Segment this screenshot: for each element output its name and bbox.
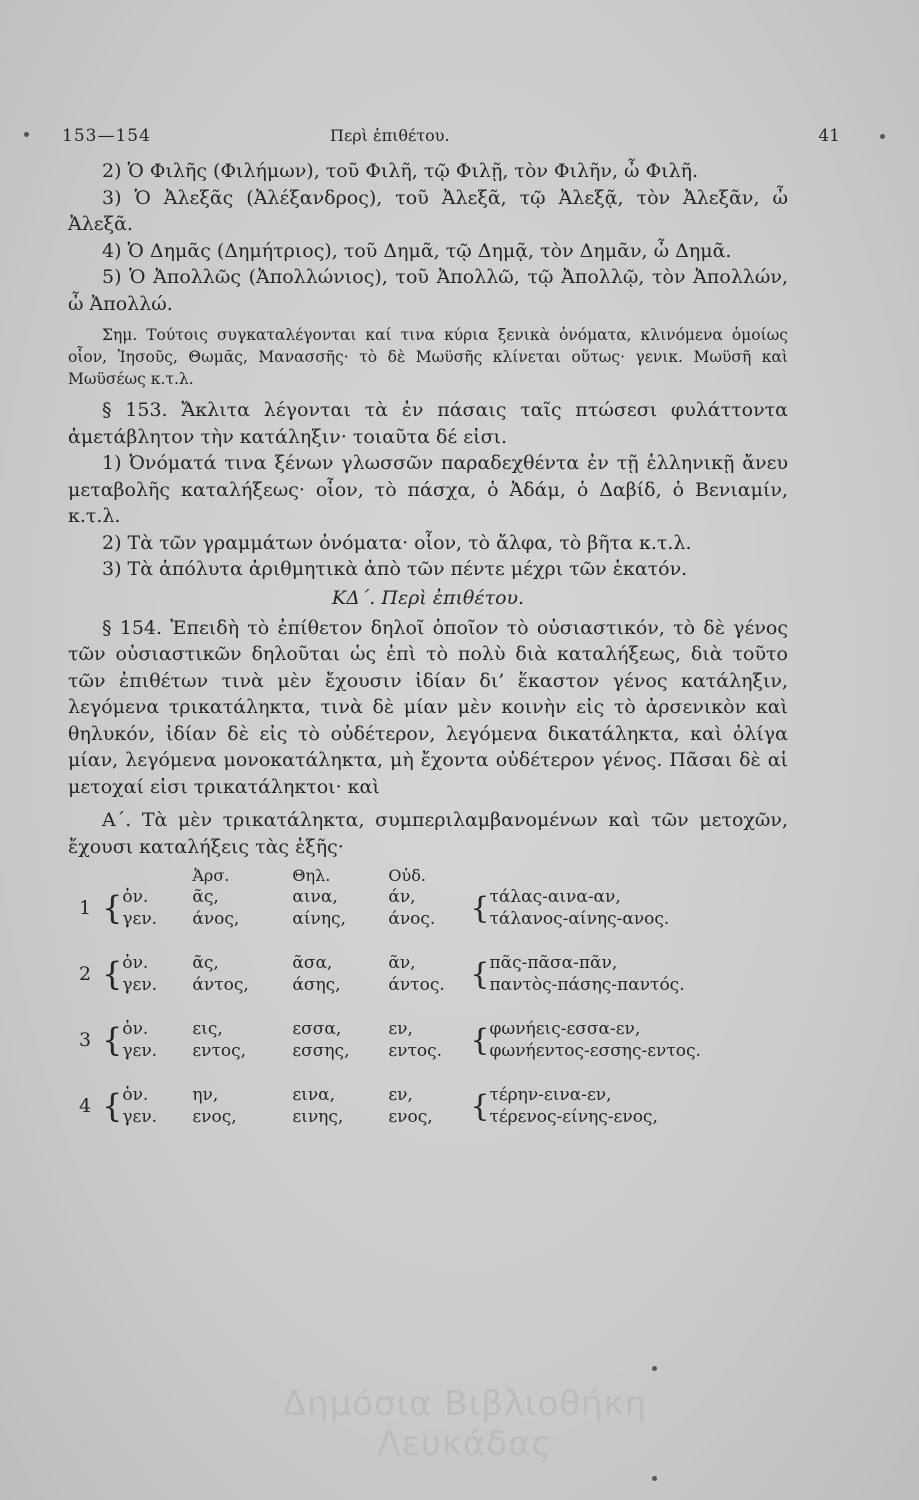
example-form: φωνήεντος-εσσης-εντος. xyxy=(489,1041,701,1061)
table-cell: ὀν. xyxy=(122,1085,149,1105)
table-cell: εσσης, xyxy=(292,1041,350,1061)
brace: { xyxy=(102,889,123,927)
page-content xyxy=(62,118,840,1128)
table-cell: αίνης, xyxy=(292,909,346,929)
table-cell: εν, xyxy=(388,1019,413,1039)
table-cell: ὀν. xyxy=(122,1019,149,1039)
section-153-item-2: 2) Τὰ τῶν γραμμάτων ὀνόματα· οἷον, τὸ ἄλφα, τὸ βῆτα κ.τ.λ. xyxy=(102,531,692,554)
table-cell: ᾶς, xyxy=(192,953,219,973)
col-head-neut: Οὐδ. xyxy=(388,865,426,885)
table-cell: ᾶν, xyxy=(388,953,416,973)
table-cell: εινα, xyxy=(292,1085,336,1105)
section-153-item-1: 1) Ὀνόματά τινα ξένων γλωσσῶν παραδεχθέντα ἐν τῇ ἑλληνικῇ ἄνευ μεταβολῆς καταλήξεως· οἷον, τὸ πάσχα, ὁ Ἀδάμ, ὁ Δαβίδ, ὁ Βενιαμίν, κ.τ.λ. xyxy=(68,452,788,527)
table-cell: άσης, xyxy=(292,975,341,995)
section-154: § 154. Ἐπειδὴ τὸ ἐπίθετον δηλοῖ ὁποῖον τὸ οὐσιαστικόν, τὸ δὲ γένος τῶν οὐσιαστικῶν δηλοῦται ὡς ἐπὶ τὸ πολὺ διὰ καταλήξεως, διὰ τοῦτο τῶν ἐπιθέτων τινὰ μὲν ἔχουσιν ἰδίαν δι’ ἕκαστον γένος κατάληξιν, λεγόμενα τρικατάληκτα, τινὰ δὲ μίαν μὲν κοινὴν εἰς τὸ ἀρσενικὸν καὶ θηλυκόν, ἰδίαν δὲ εἰς τὸ οὐδέτερον, λεγόμενα δικατάληκτα, καὶ ὀλίγα μίαν, λεγόμενα μονοκατάληκτα, μὴ ἔχοντα οὐδέτερον γένος. Πᾶσαι δὲ αἱ μετοχαί εἰσι τρικατάληκτοι· καὶ xyxy=(68,616,788,798)
section-A: Α΄. Τὰ μὲν τρικατάληκτα, συμπεριλαμβανομένων καὶ τῶν μετοχῶν, ἔχουσι καταλήξεις τὰς ἑξῆς· xyxy=(68,809,788,858)
table-cell: εντος. xyxy=(388,1041,443,1061)
table-cell: εινης, xyxy=(292,1107,344,1127)
speck xyxy=(880,134,885,139)
table-cell: ᾶς, xyxy=(192,887,219,907)
brace: { xyxy=(470,1088,490,1124)
table-cell: γεν. xyxy=(122,1041,158,1061)
library-watermark: Δημόσια Βιβλιοθήκη Λευκάδας xyxy=(282,1384,648,1464)
example-form: τέρενος-είνης-ενος, xyxy=(489,1107,658,1127)
section-range: 153—154 xyxy=(62,126,151,146)
example-form: παντὸς-πάσης-παντός. xyxy=(489,975,685,995)
example-2: 2) Ὁ Φιλῆς (Φιλήμων), τοῦ Φιλῆ, τῷ Φιλῇ, τὸν Φιλῆν, ὦ Φιλῆ. xyxy=(102,160,699,182)
table-cell: γεν. xyxy=(122,1107,158,1127)
table-cell: εντος, xyxy=(192,1041,247,1061)
table-cell: ᾶσα, xyxy=(292,953,333,973)
col-head-fem: Θηλ. xyxy=(292,865,331,885)
table-cell: εις, xyxy=(192,1019,223,1039)
table-row xyxy=(68,1018,701,1040)
example-form: τάλανος-αίνης-ανος. xyxy=(489,909,670,929)
brace: { xyxy=(470,890,490,926)
brace: { xyxy=(102,955,123,993)
example-form: πᾶς-πᾶσα-πᾶν, xyxy=(489,953,618,973)
table-cell: άν, xyxy=(388,887,416,907)
group-number: 3 xyxy=(78,1029,92,1051)
table-cell: άνος, xyxy=(192,909,240,929)
section-heading: ΚΔ΄. Περὶ ἐπιθέτου. xyxy=(331,586,525,609)
table-cell: εσσα, xyxy=(292,1019,342,1039)
example-form: τέρην-εινα-εν, xyxy=(489,1085,612,1105)
brace: { xyxy=(470,956,490,992)
group-number: 4 xyxy=(78,1095,92,1117)
brace: { xyxy=(470,1022,490,1058)
table-row xyxy=(68,1084,701,1106)
col-head-masc: Ἀρσ. xyxy=(192,865,230,885)
table-row xyxy=(68,886,701,908)
table-cell: αινα, xyxy=(292,887,338,907)
example-form: φωνήεις-εσσα-εν, xyxy=(489,1019,641,1039)
table-cell: ην, xyxy=(192,1085,219,1105)
declension-table xyxy=(68,864,701,1128)
table-cell: ὀν. xyxy=(122,953,149,973)
section-153: § 153. Ἄκλιτα λέγονται τὰ ἐν πάσαις ταῖς πτώσεσι φυλάττοντα ἀμετάβλητον τὴν κατάληξιν· τοιαῦτα δέ εἰσι. xyxy=(68,399,788,448)
brace: { xyxy=(102,1087,123,1125)
running-title: Περὶ ἐπιθέτου. xyxy=(330,126,450,145)
page-number: 41 xyxy=(818,126,840,146)
group-number: 2 xyxy=(78,963,92,985)
example-4: 4) Ὁ Δημᾶς (Δημήτριος), τοῦ Δημᾶ, τῷ Δημᾷ, τὸν Δημᾶν, ὦ Δημᾶ. xyxy=(102,239,732,262)
table-cell: ὀν. xyxy=(122,887,149,907)
table-cell: εν, xyxy=(388,1085,413,1105)
table-cell: ενος, xyxy=(388,1107,433,1127)
table-cell: γεν. xyxy=(122,975,158,995)
section-153-item-3: 3) Τὰ ἀπόλυτα ἀριθμητικὰ ἀπὸ τῶν πέντε μέχρι τῶν ἑκατόν. xyxy=(102,558,688,580)
note: Σημ. Τούτοις συγκαταλέγονται καί τινα κύρια ξενικὰ ὀνόματα, κλινόμενα ὁμοίως οἷον, Ἰησοῦς, Θωμᾶς, Μανασσῆς· τὸ δὲ Μωϋσῆς κλίνεται οὕτως· γενικ. Μωϋσῆ καὶ Μωϋσέως κ.τ.λ. xyxy=(68,326,788,388)
speck xyxy=(652,1366,657,1371)
example-form: τάλας-αινα-αν, xyxy=(489,887,621,907)
example-5: 5) Ὁ Ἀπολλῶς (Ἀπολλώνιος), τοῦ Ἀπολλῶ, τῷ Ἀπολλῷ, τὸν Ἀπολλών, ὦ Ἀπολλώ. xyxy=(68,266,788,315)
speck xyxy=(24,132,29,137)
table-cell: άνος. xyxy=(388,909,436,929)
table-row xyxy=(68,1106,701,1128)
table-row xyxy=(68,1040,701,1062)
table-cell: ενος, xyxy=(192,1107,237,1127)
table-row xyxy=(68,952,701,974)
table-cell: άντος. xyxy=(388,975,445,995)
table-row xyxy=(68,908,701,930)
group-number: 1 xyxy=(78,897,92,919)
table-cell: γεν. xyxy=(122,909,158,929)
table-row xyxy=(68,974,701,996)
running-header xyxy=(62,118,840,158)
speck xyxy=(652,1476,657,1481)
table-cell: άντος, xyxy=(192,975,249,995)
example-3: 3) Ὁ Ἀλεξᾶς (Ἀλέξανδρος), τοῦ Ἀλεξᾶ, τῷ Ἀλεξᾷ, τὸν Ἀλεξᾶν, ὦ Ἀλεξᾶ. xyxy=(68,186,788,235)
brace: { xyxy=(102,1021,123,1059)
